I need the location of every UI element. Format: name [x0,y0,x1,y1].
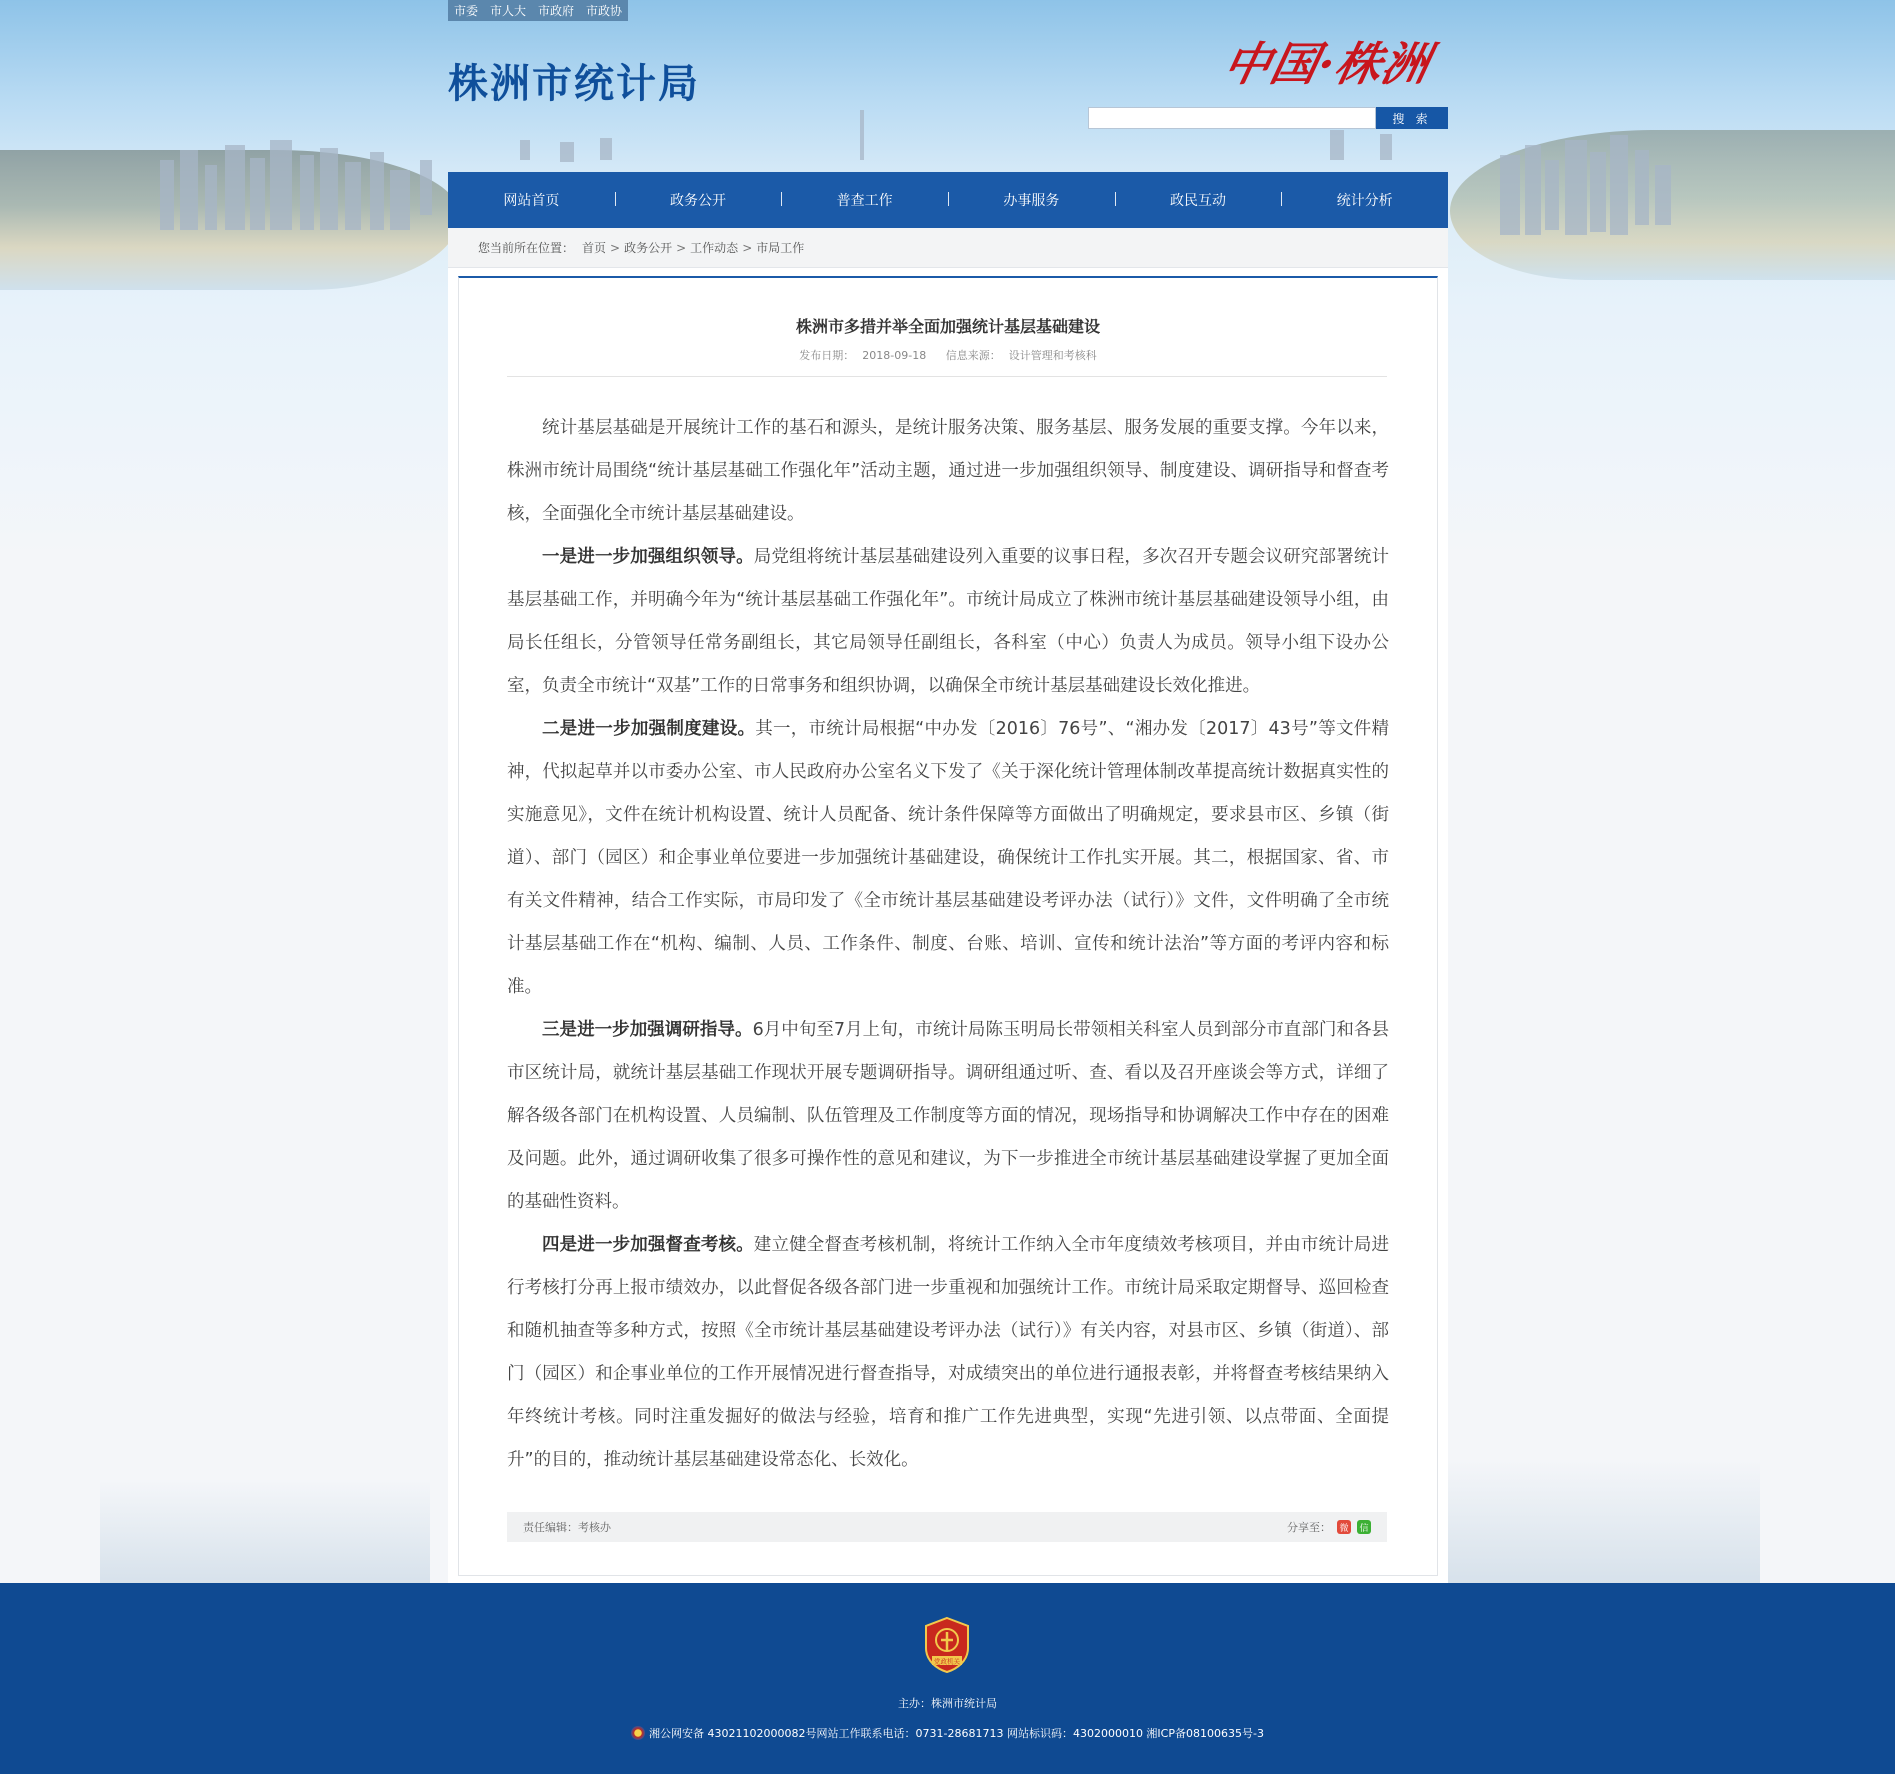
share-label: 分享至： [1287,1521,1331,1534]
paragraph-lead: 四是进一步加强督查考核。 [542,1235,754,1255]
nav-government-affairs[interactable]: 政务公开 [615,190,782,210]
top-links-bar [448,0,628,21]
article-paragraph: 四是进一步加强督查考核。建立健全督查考核机制，将统计工作纳入全市年度绩效考核项目，并由市统计局进行考核打分再上报市绩效办，以此督促各级各部门进一步重视和加强统计工作。市统计局采取定期督导、巡回检查和随机抽查等多种方式，按照《全市统计基层基础建设考评办法（试行）》有关内容，对县市区、乡镇（街道）、部门（园区）和企事业单位的工作开展情况进行督查指导，对成绩突出的单位进行通报表彰，并将督查考核结果纳入年终统计考核。同时注重发掘好的做法与经验，培育和推广工作先进典型，实现“先进引领、以点带面、全面提升”的目的，推动统计基层基础建设常态化、长效化。 [507,1235,1390,1470]
brand-calligraphy: 中国·株洲 [1218,37,1436,91]
article-paragraph: 三是进一步加强调研指导。6月中旬至7月上旬，市统计局陈玉明局长带领相关科室人员到部分市直部门和各县市区统计局，就统计基层基础工作现状开展专题调研指导。调研组通过听、查、看以及召开座谈会等方式，详细了解各级各部门在机构设置、人员编制、队伍管理及工作制度等方面的情况，现场指导和协调解决工作中存在的困难及问题。此外，通过调研收集了很多可操作性的意见和建议，为下一步推进全市统计基层基础建设掌握了更加全面的基础性资料。 [507,1020,1390,1212]
article-title: 株洲市多措并举全面加强统计基层基础建设 [795,317,1100,336]
title-divider [507,376,1387,377]
top-link-cppcc[interactable]: 市政协 [586,4,623,18]
top-link-peoples-congress[interactable]: 市人大 [490,4,527,18]
paragraph-lead: 一是进一步加强组织领导。 [542,547,754,567]
source-value: 设计管理和考核科 [1008,349,1097,362]
weibo-share-icon[interactable]: 微 [1337,1520,1351,1534]
skyline-bottom-right [1440,1460,1760,1590]
breadcrumb-separator: > [610,240,621,255]
footer-host: 主办：株洲市统计局 [898,1697,997,1710]
nav-services[interactable]: 办事服务 [948,190,1115,210]
skyline-bottom-left [100,1480,430,1590]
top-link-party-committee[interactable]: 市委 [454,4,479,18]
share-bar [1287,1519,1371,1535]
article-paragraph: 二是进一步加强制度建设。其一，市统计局根据“中办发〔2016〕76号”、“湘办发〔2017〕43号”等文件精神，代拟起草并以市委办公室、市人民政府办公室名义下发了《关于深化统计管理体制改革提高统计数据真实性的实施意见》，文件在统计机构设置、统计人员配备、统计条件保障等方面做出了明确规定，要求县市区、乡镇（街道）、部门（园区）和企事业单位要进一步加强统计基础建设，确保统计工作扎实开展。其二，根据国家、省、市有关文件精神，结合工作实际，市局印发了《全市统计基层基础建设考评办法（试行）》文件，文件明确了全市统计基层基础工作在“机构、编制、人员、工作条件、制度、台账、培训、宣传和统计法治”等方面的考评内容和标准。 [507,719,1389,997]
main-nav [448,172,1448,228]
breadcrumb-home[interactable]: 首页 [582,241,607,255]
article-meta [459,347,1437,363]
article-panel [458,276,1438,1576]
nav-interaction[interactable]: 政民互动 [1115,190,1282,210]
publish-date: 2018-09-18 [862,349,927,362]
top-link-government[interactable]: 市政府 [538,4,575,18]
paragraph-lead: 二是进一步加强制度建设。 [542,719,756,739]
main-content [448,268,1448,1583]
site-title-logo[interactable]: 株洲市统计局 [448,61,700,107]
police-badge-icon [631,1726,645,1740]
responsible-editor: 责任编辑：考核办 [523,1521,611,1534]
nav-statistical-analysis[interactable]: 统计分析 [1281,190,1448,210]
breadcrumb-separator: > [676,240,687,255]
article-paragraph: 统计基层基础是开展统计工作的基石和源头，是统计服务决策、服务基层、服务发展的重要支撑。今年以来，株洲市统计局围绕“统计基层基础工作强化年”活动主题，通过进一步加强组织领导、制度建设、调研指导和督查考核，全面强化全市统计基层基础建设。 [507,418,1389,524]
breadcrumb [448,228,1448,268]
source-label: 信息来源： [945,349,1001,362]
svg-text:党政机关: 党政机关 [934,1657,960,1666]
breadcrumb-government-affairs[interactable]: 政务公开 [624,241,673,255]
wechat-share-icon[interactable]: 信 [1357,1520,1371,1534]
party-government-badge-icon[interactable] [922,1616,972,1674]
breadcrumb-separator: > [742,240,753,255]
breadcrumb-bureau-work[interactable]: 市局工作 [756,241,805,255]
publish-date-label: 发布日期： [799,349,855,362]
nav-home[interactable]: 网站首页 [503,193,560,209]
breadcrumb-label: 您当前所在位置： [478,241,575,255]
footer-license: 湘公网安备 43021102000082号网站工作联系电话：0731-28681713 网站标识码：4302000010 湘ICP备08100635号-3 [0,1725,1895,1741]
search-button[interactable]: 搜 索 [1376,107,1448,129]
paragraph-lead: 三是进一步加强调研指导。 [542,1020,753,1040]
site-footer [0,1583,1895,1774]
search-input[interactable] [1088,107,1376,129]
breadcrumb-work-news[interactable]: 工作动态 [690,241,739,255]
article-footer-bar [507,1512,1387,1542]
nav-census-work[interactable]: 普查工作 [781,190,948,210]
article-paragraph: 一是进一步加强组织领导。局党组将统计基层基础建设列入重要的议事日程，多次召开专题会议研究部署统计基层基础工作，并明确今年为“统计基层基础工作强化年”。市统计局成立了株洲市统计基层基础建设领导小组，由局长任组长，分管领导任常务副组长，其它局领导任副组长，各科室（中心）负责人为成员。领导小组下设办公室，负责全市统计“双基”工作的日常事务和组织协调，以确保全市统计基层基础建设长效化推进。 [507,547,1390,696]
article-body [507,407,1389,1482]
